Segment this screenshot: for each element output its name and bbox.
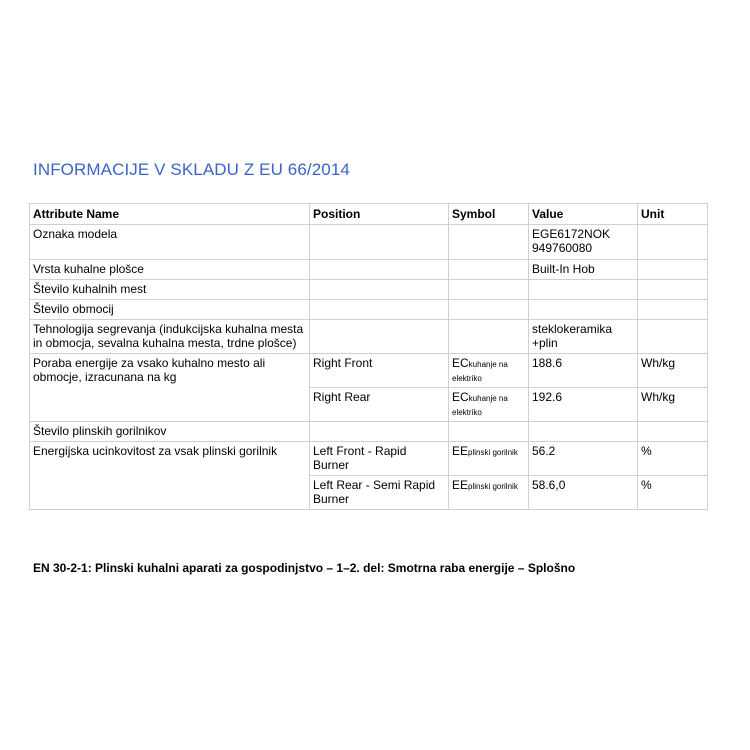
cell-symbol: [449, 260, 529, 280]
cell-symbol: [449, 280, 529, 300]
cell-position: [310, 300, 449, 320]
symbol-ec: [449, 388, 529, 422]
header-unit: Unit: [638, 204, 708, 225]
symbol-main: EE: [452, 444, 469, 458]
symbol-subscript: plinski gorilnik: [468, 448, 518, 457]
document-title: INFORMACIJE V SKLADU Z EU 66/2014: [33, 160, 350, 179]
cell-unit: [638, 280, 708, 300]
table-header-row: [30, 204, 708, 225]
header-attribute-name: Attribute Name: [30, 204, 310, 225]
attribute-gas-burners: Število plinskih gorilnikov: [30, 422, 310, 442]
unit-efficiency-left-front: %: [638, 442, 708, 476]
value-hob-type: Built-In Hob: [529, 260, 638, 280]
table-row: [30, 354, 708, 388]
symbol-main: EC: [452, 390, 469, 404]
unit-efficiency-left-rear: %: [638, 476, 708, 510]
header-value: Value: [529, 204, 638, 225]
cell-unit: [638, 225, 708, 260]
attribute-heating-tech: Tehnologija segrevanja (indukcijska kuhalna mesta in obmocja, sevalna kuhalna mesta, trdne plošce): [30, 320, 310, 354]
energy-info-table: [29, 203, 708, 510]
cell-unit: [638, 260, 708, 280]
value-efficiency-left-front: 56.2: [529, 442, 638, 476]
symbol-main: EC: [452, 356, 469, 370]
value-energy-right-front: 188.6: [529, 354, 638, 388]
attribute-areas-count: Število obmocij: [30, 300, 310, 320]
standard-reference-note: EN 30-2-1: Plinski kuhalni aparati za gospodinjstvo – 1–2. del: Smotrna raba energije – Splošno: [33, 561, 576, 575]
value-energy-right-rear: 192.6: [529, 388, 638, 422]
symbol-subscript: kuhanje na elektriko: [452, 360, 508, 383]
position-right-rear: Right Rear: [310, 388, 449, 422]
attribute-energy-consumption: Poraba energije za vsako kuhalno mesto ali obmocje, izracunana na kg: [30, 354, 310, 422]
table-row: [30, 442, 708, 476]
unit-energy-right-front: Wh/kg: [638, 354, 708, 388]
cell-position: [310, 320, 449, 354]
attribute-zones-count: Število kuhalnih mest: [30, 280, 310, 300]
position-left-front: Left Front - Rapid Burner: [310, 442, 449, 476]
cell-unit: [638, 422, 708, 442]
symbol-subscript: kuhanje na elektriko: [452, 394, 508, 417]
cell-unit: [638, 320, 708, 354]
header-position: Position: [310, 204, 449, 225]
cell-position: [310, 260, 449, 280]
symbol-ec: [449, 354, 529, 388]
table-row: [30, 280, 708, 300]
value-efficiency-left-rear: 58.6,0: [529, 476, 638, 510]
cell-symbol: [449, 320, 529, 354]
cell-position: [310, 422, 449, 442]
symbol-ee: [449, 442, 529, 476]
cell-value: [529, 422, 638, 442]
unit-energy-right-rear: Wh/kg: [638, 388, 708, 422]
cell-symbol: [449, 225, 529, 260]
value-heating-tech: steklokeramika +plin: [529, 320, 638, 354]
position-left-rear: Left Rear - Semi Rapid Burner: [310, 476, 449, 510]
value-model: EGE6172NOK 949760080: [529, 225, 638, 260]
symbol-main: EE: [452, 478, 469, 492]
position-right-front: Right Front: [310, 354, 449, 388]
symbol-ee: [449, 476, 529, 510]
cell-symbol: [449, 300, 529, 320]
table-row: [30, 260, 708, 280]
symbol-subscript: plinski gorilnik: [468, 482, 518, 491]
cell-value: [529, 280, 638, 300]
header-symbol: Symbol: [449, 204, 529, 225]
cell-position: [310, 225, 449, 260]
attribute-hob-type: Vrsta kuhalne plošce: [30, 260, 310, 280]
attribute-model: Oznaka modela: [30, 225, 310, 260]
table-row: [30, 422, 708, 442]
cell-value: [529, 300, 638, 320]
cell-symbol: [449, 422, 529, 442]
cell-position: [310, 280, 449, 300]
table-row: [30, 300, 708, 320]
table-row: [30, 320, 708, 354]
table-row: [30, 225, 708, 260]
attribute-gas-efficiency: Energijska ucinkovitost za vsak plinski gorilnik: [30, 442, 310, 510]
cell-unit: [638, 300, 708, 320]
